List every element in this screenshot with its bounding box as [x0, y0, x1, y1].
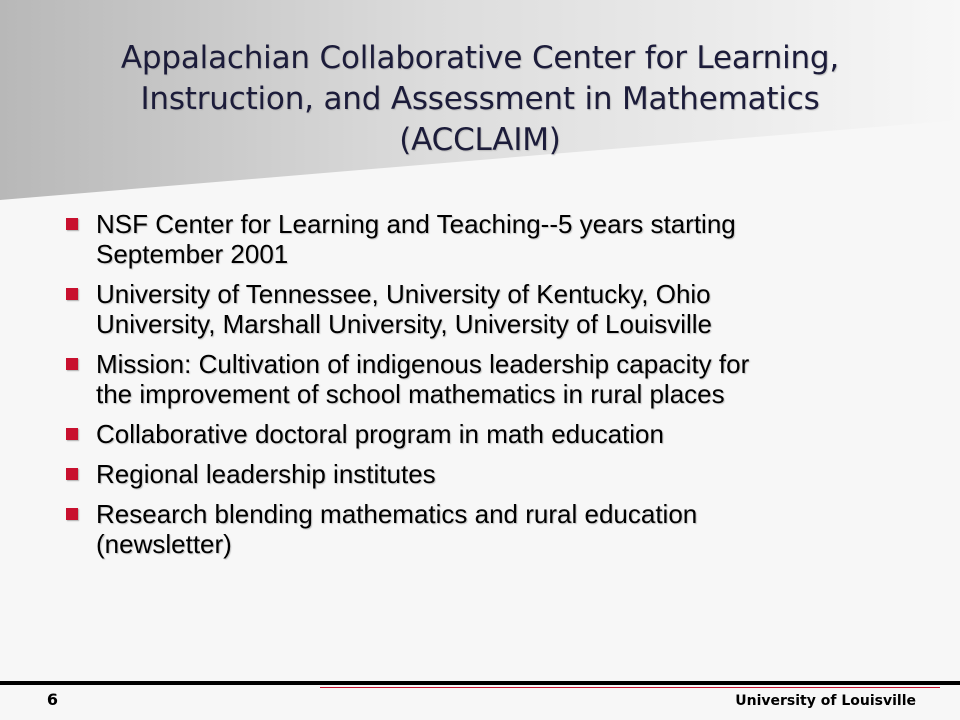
square-bullet-icon [66, 288, 78, 300]
bullet-text-line: Collaborative doctoral program in math education [96, 419, 664, 449]
bullet-item [64, 209, 904, 269]
square-bullet-icon [66, 428, 78, 440]
bullet-item [64, 499, 904, 559]
footer-divider [0, 681, 960, 685]
bullet-text-line: University, Marshall University, University of Louisville [96, 309, 712, 339]
square-bullet-icon [66, 218, 78, 230]
square-bullet-icon [66, 358, 78, 370]
footer-organization: University of Louisville [735, 693, 916, 709]
title-line: (ACCLAIM) [399, 122, 561, 158]
bullet-item [64, 349, 904, 409]
footer-accent-line [320, 687, 940, 688]
square-bullet-icon [66, 508, 78, 520]
title-line: Instruction, and Assessment in Mathematics [140, 81, 820, 117]
bullet-text-line: Research blending mathematics and rural education [96, 499, 698, 529]
bullet-item [64, 419, 904, 449]
bullet-item [64, 459, 904, 489]
bullet-text-line: September 2001 [96, 239, 289, 269]
square-bullet-icon [66, 468, 78, 480]
bullet-text-line: Mission: Cultivation of indigenous leadership capacity for [96, 349, 750, 379]
title-line: Appalachian Collaborative Center for Learning, [120, 40, 840, 76]
bullet-text-line: University of Tennessee, University of Kentucky, Ohio [96, 279, 711, 309]
bullet-item [64, 279, 904, 339]
bullet-text-line: NSF Center for Learning and Teaching--5 years starting [96, 209, 736, 239]
bullet-text-line: Regional leadership institutes [96, 459, 436, 489]
page-number: 6 [46, 690, 58, 709]
bullet-text-line: the improvement of school mathematics in rural places [96, 379, 725, 409]
bullet-text-line: (newsletter) [96, 529, 232, 559]
slide-title [70, 38, 890, 161]
bullet-list [64, 209, 904, 569]
